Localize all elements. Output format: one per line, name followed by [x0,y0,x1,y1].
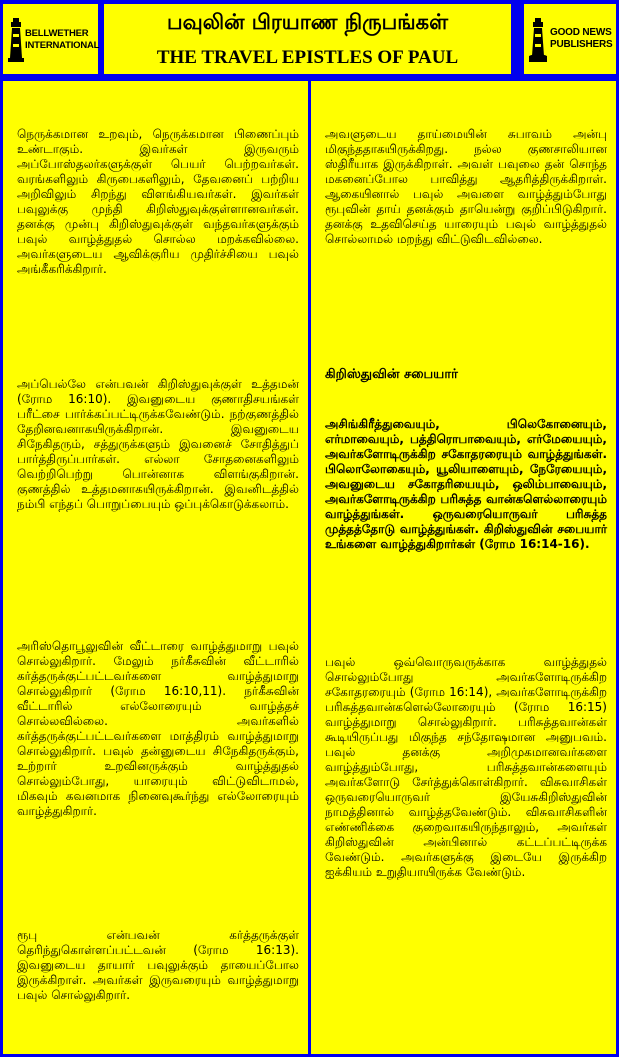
good-news-logo-text: GOOD NEWS PUBLISHERS [550,27,613,50]
title-box [104,4,511,74]
header-bar [0,0,619,78]
right-column [308,78,619,1057]
left-paragraph-1: நெருக்கமான உறவும், நெருக்கமான பிணைப்பும் உண்டாகும். இவர்கள் இருவரும் அப்போஸ்தலர்களுக்குள் பெயர் பெற்றவர்கள். வரங்களிலும் கிருபைகளிலும், தேவனைப் பற்றிய அறிவிலும் சிறந்து விளங்கியவர்கள். இவர்கள் பவுலுக்கு முந்தி கிறிஸ்துவுக்குள்ளானவர்கள். தனக்கு முன்பு கிறிஸ்துவுக்குள் வந்தவர்களுக்கும் பவுல் வாழ்த்துதல் சொல்ல மறக்கவில்லை. அவர்களுடைய ஆவிக்குரிய முதிர்ச்சியை பவுல் அங்கீகரிக்கிறார். [17,127,299,276]
section-heading: கிறிஸ்துவின் சபையார் [325,367,458,382]
left-paragraph-4: ரூபு என்பவன் கர்த்தருக்குள் தெரிந்துகொள்ளப்பட்டவன் (ரோம 16:13). இவனுடைய தாயார் பவுலுக்கும் தாயைப்போல இருக்கிறாள். அவர்கள் இருவரையும் வாழ்த்துமாறு பவுல் சொல்லுகிறார். [17,928,299,1002]
left-paragraph-2: அப்பெல்லே என்பவன் கிறிஸ்துவுக்குள் உத்தமன் (ரோம 16:10). இவனுடைய குணாதிசயங்கள் பரீட்சை பார்க்கப்பட்டிருக்கவேண்டும். நற்குணத்தில் தேறினவனாகயிருக்கிறான். இவனுடைய சிநேகிதரும், சத்துருக்களும் இவனைச் சோதித்துப் பார்த்திருப்பார்கள். எல்லா சோதனைகளிலும் வெற்றிபெற்று பொன்னாக விளங்குகிறான். குணத்தில் உத்தமனாகயிருக்கிறான். இவனிடத்தில் நம்பி எந்தப் பொறுப்பையும் ஒப்புக்கொடுக்கலாம். [17,377,299,511]
left-column [0,78,311,1057]
lighthouse-icon [8,18,24,62]
right-paragraph-intro: அவளுடைய தாய்மையின் சுபாவம் அன்பு மிகுந்ததாகயிருக்கிறது. நல்ல குணசாலியான ஸ்திரீயாக இருக்கிறாள். அவள் பவுலை தன் சொந்த மகனைப்போல பாவித்து ஆதரித்திருக்கிறாள். ஆகையினால் பவுல் அவளை வாழ்த்தும்போது ரூபுவின் தாய் தனக்கும் தாயென்று குறிப்பிடுகிறார். தனக்கு உதவிசெய்த யாரையும் பவுல் வாழ்த்துதல் சொல்லாமல் மறந்து விட்டுவிடவில்லை. [325,127,607,246]
left-paragraph-3: அரிஸ்தொபூலுவின் வீட்டாரை வாழ்த்துமாறு பவுல் சொல்லுகிறார். மேலும் நர்கீசுவின் வீட்டாரில் கர்த்தருக்குட்பட்டவர்களை வாழ்த்துமாறு சொல்லுகிறார் (ரோம 16:10,11). நர்கீசுவின் வீட்டாரில் எல்லோரையும் வாழ்த்தச் சொல்லவில்லை. அவர்களில் கர்த்தருக்குட்பட்டவர்களை மாத்திரம் வாழ்த்துமாறு சொல்லுகிறார். பவுல் தன்னுடைய சிநேகிதருக்கும், உற்றார் உறவினருக்கும் வாழ்த்துதல் சொல்லும்போது, யாரையும் விட்டுவிடாமல், மிகவும் கவனமாக நினைவுகூர்ந்து எல்லோரையும் வாழ்த்துகிறார். [17,639,299,818]
page-title-tamil: பவுலின் பிரயாண நிருபங்கள் [166,10,449,34]
bellwether-logo-text: BELLWETHER INTERNATIONAL [25,28,100,51]
right-paragraph: பவுல் ஒவ்வொருவருக்காக வாழ்த்துதல் சொல்லும்போது அவர்களோடிருக்கிற சகோதரரையும் (ரோம 16:14), அவர்களோடிருக்கிற பரிசுத்தவான்களெல்லோரையும் (ரோம 16:15) வாழ்த்துமாறு சொல்லுகிறார். பரிசுத்தவான்கள் கூடியிருப்பது மிகுந்த சந்தோஷமான அனுபவம். பவுல் தனக்கு அறிமுகமானவர்களை வாழ்த்தும்போது, பரிசுத்தவான்களையும் அவர்களோடு சேர்த்துக்கொள்கிறார். விசுவாசிகள் ஒருவரையொருவர் இயேசுகிறிஸ்துவின் நாமத்தினால் வாழ்த்தவேண்டும். விசுவாசிகளின் எண்ணிக்கை குறைவாகயிருந்தாலும், அவர்கள் கிறிஸ்துவின் அன்பினால் கட்டப்பட்டிருக்க வேண்டும். அவர்களுக்கு இடையே இருக்கிற ஐக்கியம் உறுதியாயிருக்க வேண்டும். [325,655,607,879]
lighthouse-icon [529,18,547,62]
page-title-english: THE TRAVEL EPISTLES OF PAUL [156,47,459,68]
scripture-quote: அசிங்கிரீத்துவையும், பிலெகோனையும், எர்மாவையும், பத்திரொபாவையும், எர்மேயையும், அவர்களோடிருக்கிற சகோதரரையும் வாழ்த்துங்கள். பிலொலோகையும், யூலியாளையும், நேரேயையும், அவனுடைய சகோதரியையும், ஒலிம்பாவையும், அவர்களோடிருக்கிற பரிசுத்த வான்களெல்லாரையும் வாழ்த்துங்கள். ஒருவரையொருவர் பரிசுத்த முத்தத்தோடு வாழ்த்துங்கள். கிறிஸ்துவின் சபையார் உங்களை வாழ்த்துகிறார்கள் (ரோம 16:14-16). [325,417,607,551]
bellwether-logo [3,4,98,74]
good-news-logo [524,4,616,74]
